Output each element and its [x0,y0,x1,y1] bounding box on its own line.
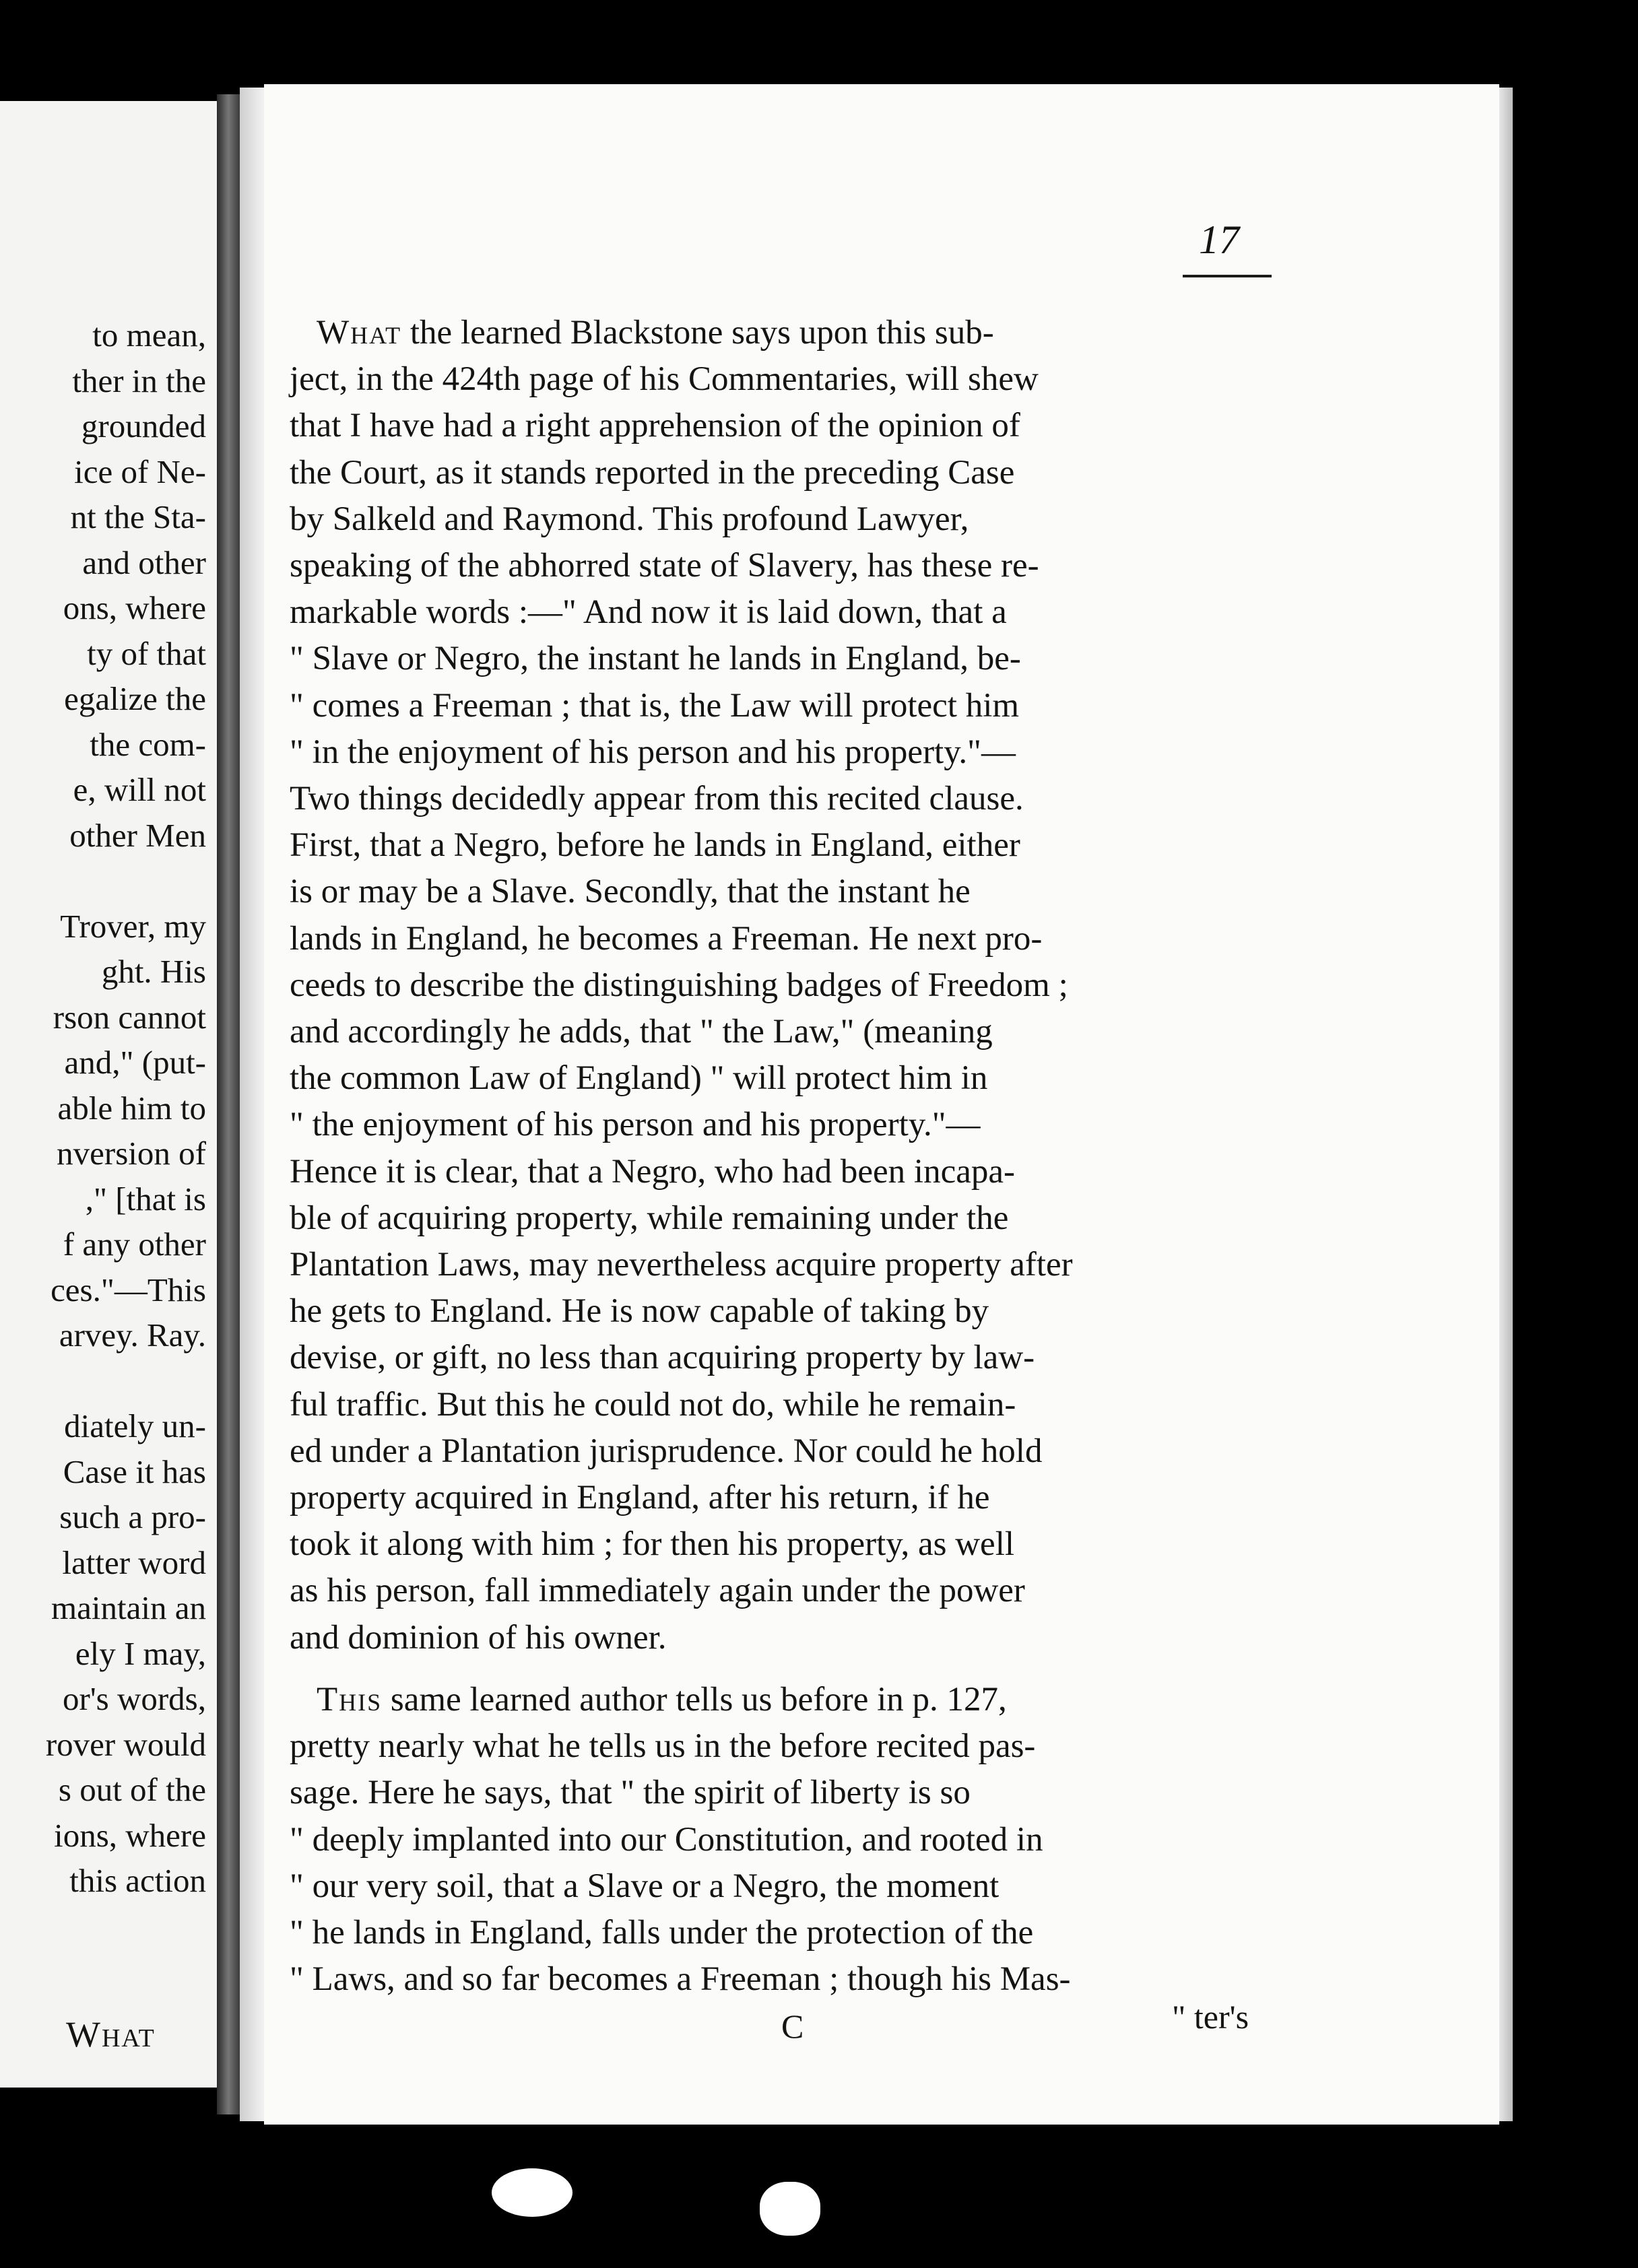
left-page-line: ght. His [101,953,206,990]
paper-stain [492,2168,572,2217]
left-page [0,101,217,2088]
body-line: devise, or gift, no less than acquiring property by law- [290,1339,1035,1377]
body-line: ful traffic. But this he could not do, while he remain- [290,1385,1016,1424]
left-page-line: diately un- [64,1407,206,1444]
body-line: Plantation Laws, may nevertheless acquire property after [290,1246,1073,1283]
left-page-line: and other [82,543,206,581]
left-page-line: this action [69,1862,206,1899]
body-line: took it along with him ; for then his property, as well [290,1525,1015,1564]
left-page-line: nt the Sta- [70,498,206,535]
body-line: property acquired in England, after his return, if he [290,1479,990,1516]
body-line: speaking of the abhorred state of Slavery, has these re- [290,547,1039,585]
body-line: First, that a Negro, before he lands in England, either [290,826,1020,865]
left-page-line: ions, where [54,1816,206,1854]
left-page-line: f any other [63,1226,206,1263]
left-page-line: ice of Ne- [74,453,206,490]
body-line: that I have had a right apprehension of the opinion of [290,407,1020,445]
body-line: pretty nearly what he tells us in the before recited pas- [290,1727,1036,1766]
body-line: lands in England, he becomes a Freeman. He next pro- [290,919,1043,958]
left-page-line: ces."—This [51,1271,206,1308]
header-rule [1183,275,1272,277]
left-page-line: grounded [81,407,206,444]
body-line: " Slave or Negro, the instant he lands in England, be- [290,640,1021,678]
body-line: This same learned author tells us before in p. 127, [317,1681,1007,1719]
body-line: " comes a Freeman ; that is, the Law will protect him [290,686,1020,725]
paper-stain [760,2182,820,2236]
body-line: and dominion of his owner. [290,1618,667,1657]
body-line: is or may be a Slave. Secondly, that the instant he [290,873,971,911]
page-edge [1499,88,1513,2121]
left-page-line: able him to [57,1089,206,1127]
body-line: Two things decidedly appear from this recited clause. [290,780,1024,818]
left-page-line: or's words, [63,1680,206,1717]
left-page-line: such a pro- [59,1498,206,1535]
body-line: Hence it is clear, that a Negro, who had been incapa- [290,1152,1015,1191]
body-line: as his person, fall immediately again under the power [290,1572,1025,1610]
left-page-line: ther in the [72,362,206,399]
body-line: markable words :—" And now it is laid down, that a [290,593,1007,632]
left-page-line: rson cannot [53,998,206,1036]
left-page-line: Trover, my [60,907,206,945]
body-line: ject, in the 424th page of his Commentaries, will shew [290,360,1039,399]
signature-mark: C [781,2007,804,2045]
body-line: " he lands in England, falls under the protection of the [290,1914,1034,1952]
body-line: the Court, as it stands reported in the preceding Case [290,453,1015,492]
body-line: ble of acquiring property, while remaining under the [290,1199,1009,1237]
left-page-catchword: What [66,2014,156,2055]
body-line: " Laws, and so far becomes a Freeman ; though his Mas- [290,1960,1071,1999]
body-line: and accordingly he adds, that " the Law," (meaning [290,1013,993,1050]
left-page-line: maintain an [51,1589,206,1626]
left-page-line: other Men [69,816,206,854]
body-line: " deeply implanted into our Constitution, and rooted in [290,1820,1043,1859]
left-page-line: ons, where [63,589,206,626]
body-line: ed under a Plantation jurisprudence. Nor could he hold [290,1432,1043,1470]
body-line: ceeds to describe the distinguishing badges of Freedom ; [290,966,1068,1004]
body-line: he gets to England. He is now capable of taking by [290,1292,989,1331]
left-page-line: egalize the [64,680,206,717]
left-page-line: nversion of [57,1135,206,1172]
left-page-line: rover would [45,1725,206,1763]
page-number: 17 [1199,218,1239,262]
left-page-line: ely I may, [75,1634,206,1672]
body-line: What the learned Blackstone says upon this sub- [317,314,994,352]
body-line: by Salkeld and Raymond. This profound Lawyer, [290,500,969,538]
body-line: sage. Here he says, that " the spirit of liberty is so [290,1774,971,1812]
left-page-line: arvey. Ray. [59,1316,206,1354]
body-line: the common Law of England) " will protect him in [290,1059,988,1098]
left-page-line: ty of that [87,634,206,672]
left-page-line: the com- [90,725,206,763]
left-page-line: e, will not [73,771,206,808]
body-line: " our very soil, that a Slave or a Negro, the moment [290,1867,1000,1905]
gutter-shadow [240,88,264,2121]
left-page-line: and," (put- [64,1044,206,1081]
left-page-line: ," [that is [85,1180,206,1218]
left-page-line: latter word [62,1543,206,1581]
left-page-line: Case it has [63,1453,206,1490]
left-page-line: to mean, [92,316,206,354]
binding-gutter [217,94,240,2114]
left-page-line: s out of the [58,1771,206,1808]
body-line: " in the enjoyment of his person and his property."— [290,733,1016,771]
body-line: " the enjoyment of his person and his property."— [290,1106,981,1144]
catchword: " ter's [1172,1998,1249,2036]
